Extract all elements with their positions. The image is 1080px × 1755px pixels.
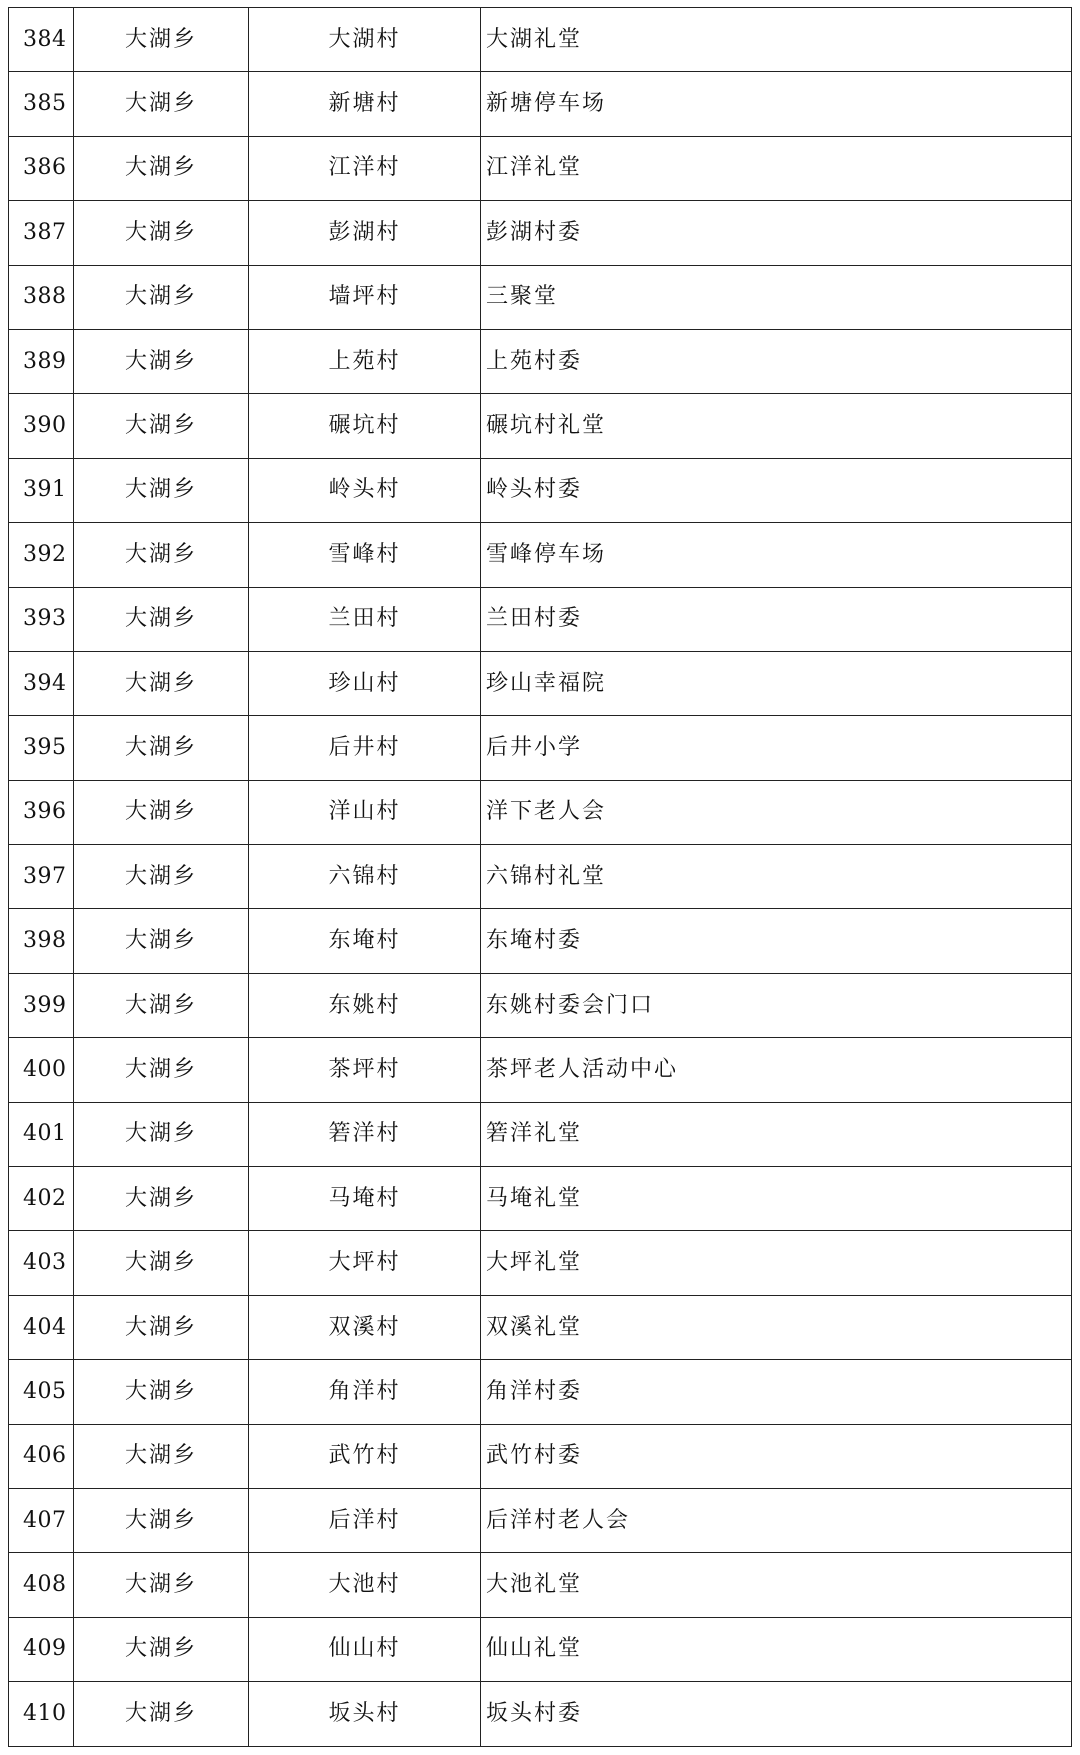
table-row	[9, 1553, 1072, 1617]
location-cell: 大湖礼堂	[481, 8, 1072, 72]
township-cell: 大湖乡	[74, 8, 249, 72]
location-cell: 彭湖村委	[481, 201, 1072, 265]
township-cell: 大湖乡	[74, 780, 249, 844]
village-cell: 坂头村	[249, 1682, 481, 1746]
table-row	[9, 8, 1072, 72]
table-row	[9, 1167, 1072, 1231]
location-cell: 大池礼堂	[481, 1553, 1072, 1617]
village-cell: 珍山村	[249, 651, 481, 715]
village-cell: 武竹村	[249, 1424, 481, 1488]
table-row	[9, 201, 1072, 265]
township-cell: 大湖乡	[74, 1617, 249, 1681]
location-cell: 武竹村委	[481, 1424, 1072, 1488]
township-cell: 大湖乡	[74, 845, 249, 909]
location-cell: 江洋礼堂	[481, 136, 1072, 200]
township-cell: 大湖乡	[74, 1167, 249, 1231]
table-row	[9, 265, 1072, 329]
township-cell: 大湖乡	[74, 72, 249, 136]
table-row	[9, 1038, 1072, 1102]
table-row	[9, 1424, 1072, 1488]
table-row	[9, 394, 1072, 458]
township-cell: 大湖乡	[74, 394, 249, 458]
table-row	[9, 1102, 1072, 1166]
village-cell: 东埯村	[249, 909, 481, 973]
location-cell: 三聚堂	[481, 265, 1072, 329]
table-row	[9, 1295, 1072, 1359]
row-number-cell: 389	[9, 329, 74, 393]
location-cell: 马埯礼堂	[481, 1167, 1072, 1231]
row-number-cell: 393	[9, 587, 74, 651]
row-number-cell: 392	[9, 523, 74, 587]
township-cell: 大湖乡	[74, 1038, 249, 1102]
row-number-cell: 397	[9, 845, 74, 909]
location-cell: 仙山礼堂	[481, 1617, 1072, 1681]
township-cell: 大湖乡	[74, 523, 249, 587]
table-row	[9, 973, 1072, 1037]
row-number-cell: 407	[9, 1488, 74, 1552]
location-cell: 箬洋礼堂	[481, 1102, 1072, 1166]
row-number-cell: 410	[9, 1682, 74, 1746]
village-cell: 马埯村	[249, 1167, 481, 1231]
village-cell: 雪峰村	[249, 523, 481, 587]
location-cell: 六锦村礼堂	[481, 845, 1072, 909]
location-cell: 岭头村委	[481, 458, 1072, 522]
table-row	[9, 909, 1072, 973]
village-cell: 墙坪村	[249, 265, 481, 329]
table-row	[9, 587, 1072, 651]
village-cell: 箬洋村	[249, 1102, 481, 1166]
location-table-body	[9, 8, 1072, 1747]
township-cell: 大湖乡	[74, 1488, 249, 1552]
township-cell: 大湖乡	[74, 136, 249, 200]
row-number-cell: 404	[9, 1295, 74, 1359]
row-number-cell: 394	[9, 651, 74, 715]
village-cell: 后井村	[249, 716, 481, 780]
location-cell: 双溪礼堂	[481, 1295, 1072, 1359]
township-cell: 大湖乡	[74, 1682, 249, 1746]
location-cell: 珍山幸福院	[481, 651, 1072, 715]
row-number-cell: 401	[9, 1102, 74, 1166]
township-cell: 大湖乡	[74, 909, 249, 973]
row-number-cell: 405	[9, 1360, 74, 1424]
township-cell: 大湖乡	[74, 1295, 249, 1359]
location-cell: 上苑村委	[481, 329, 1072, 393]
village-cell: 上苑村	[249, 329, 481, 393]
village-cell: 江洋村	[249, 136, 481, 200]
location-cell: 后洋村老人会	[481, 1488, 1072, 1552]
table-row	[9, 458, 1072, 522]
row-number-cell: 402	[9, 1167, 74, 1231]
row-number-cell: 391	[9, 458, 74, 522]
table-row	[9, 1682, 1072, 1746]
township-cell: 大湖乡	[74, 201, 249, 265]
row-number-cell: 406	[9, 1424, 74, 1488]
village-cell: 大池村	[249, 1553, 481, 1617]
location-cell: 茶坪老人活动中心	[481, 1038, 1072, 1102]
township-cell: 大湖乡	[74, 458, 249, 522]
village-cell: 后洋村	[249, 1488, 481, 1552]
township-cell: 大湖乡	[74, 1102, 249, 1166]
township-cell: 大湖乡	[74, 329, 249, 393]
row-number-cell: 409	[9, 1617, 74, 1681]
village-cell: 碾坑村	[249, 394, 481, 458]
village-cell: 岭头村	[249, 458, 481, 522]
location-cell: 东姚村委会门口	[481, 973, 1072, 1037]
row-number-cell: 403	[9, 1231, 74, 1295]
location-table	[8, 7, 1072, 1747]
village-cell: 茶坪村	[249, 1038, 481, 1102]
table-row	[9, 523, 1072, 587]
row-number-cell: 388	[9, 265, 74, 329]
village-cell: 洋山村	[249, 780, 481, 844]
township-cell: 大湖乡	[74, 1424, 249, 1488]
village-cell: 新塘村	[249, 72, 481, 136]
table-row	[9, 1360, 1072, 1424]
township-cell: 大湖乡	[74, 1231, 249, 1295]
location-cell: 雪峰停车场	[481, 523, 1072, 587]
table-row	[9, 845, 1072, 909]
location-cell: 洋下老人会	[481, 780, 1072, 844]
village-cell: 大湖村	[249, 8, 481, 72]
row-number-cell: 400	[9, 1038, 74, 1102]
village-cell: 角洋村	[249, 1360, 481, 1424]
table-row	[9, 1617, 1072, 1681]
table-row	[9, 651, 1072, 715]
table-row	[9, 72, 1072, 136]
location-cell: 后井小学	[481, 716, 1072, 780]
township-cell: 大湖乡	[74, 587, 249, 651]
row-number-cell: 398	[9, 909, 74, 973]
table-row	[9, 329, 1072, 393]
village-cell: 大坪村	[249, 1231, 481, 1295]
township-cell: 大湖乡	[74, 716, 249, 780]
township-cell: 大湖乡	[74, 973, 249, 1037]
table-row	[9, 716, 1072, 780]
table-row	[9, 1231, 1072, 1295]
township-cell: 大湖乡	[74, 1553, 249, 1617]
location-cell: 新塘停车场	[481, 72, 1072, 136]
table-row	[9, 1488, 1072, 1552]
location-cell: 大坪礼堂	[481, 1231, 1072, 1295]
village-cell: 六锦村	[249, 845, 481, 909]
row-number-cell: 390	[9, 394, 74, 458]
row-number-cell: 399	[9, 973, 74, 1037]
row-number-cell: 384	[9, 8, 74, 72]
village-cell: 双溪村	[249, 1295, 481, 1359]
village-cell: 兰田村	[249, 587, 481, 651]
location-cell: 兰田村委	[481, 587, 1072, 651]
township-cell: 大湖乡	[74, 1360, 249, 1424]
village-cell: 仙山村	[249, 1617, 481, 1681]
table-row	[9, 136, 1072, 200]
village-cell: 彭湖村	[249, 201, 481, 265]
table-row	[9, 780, 1072, 844]
row-number-cell: 387	[9, 201, 74, 265]
location-cell: 东埯村委	[481, 909, 1072, 973]
row-number-cell: 385	[9, 72, 74, 136]
township-cell: 大湖乡	[74, 651, 249, 715]
row-number-cell: 386	[9, 136, 74, 200]
village-cell: 东姚村	[249, 973, 481, 1037]
row-number-cell: 408	[9, 1553, 74, 1617]
row-number-cell: 395	[9, 716, 74, 780]
location-cell: 碾坑村礼堂	[481, 394, 1072, 458]
location-cell: 坂头村委	[481, 1682, 1072, 1746]
row-number-cell: 396	[9, 780, 74, 844]
township-cell: 大湖乡	[74, 265, 249, 329]
location-cell: 角洋村委	[481, 1360, 1072, 1424]
